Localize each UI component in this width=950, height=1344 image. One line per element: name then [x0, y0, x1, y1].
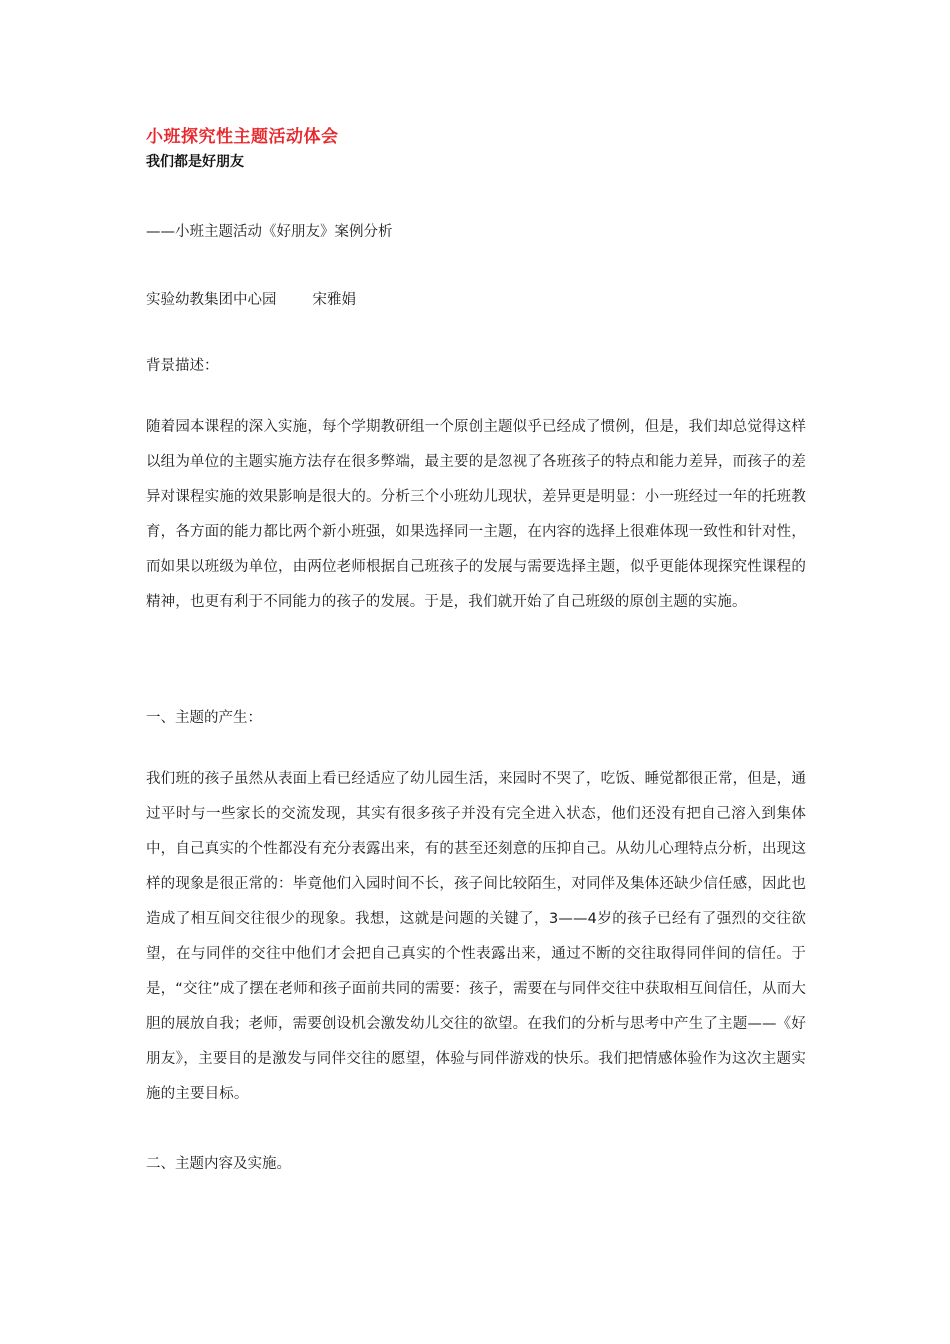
case-analysis-byline: ——小班主题活动《好朋友》案例分析	[146, 224, 393, 240]
background-heading: 背景描述：	[146, 358, 219, 374]
section-1-heading: 一、主题的产生：	[146, 710, 262, 726]
document-content	[146, 124, 806, 1174]
section-2-heading: 二、主题内容及实施。	[146, 1156, 291, 1172]
document-subtitle: 我们都是好朋友	[146, 154, 244, 170]
document-title: 小班探究性主题活动体会	[146, 127, 339, 147]
author-name: 宋雅娟	[312, 292, 356, 308]
background-paragraph: 随着园本课程的深入实施，每个学期教研组一个原创主题似乎已经成了惯例，但是，我们却总觉得这样以组为单位的主题实施方法存在很多弊端，最主要的是忽视了各班孩子的特点和能力差异，而孩子的差异对课程实施的效果影响是很大的。分析三个小班幼儿现状，差异更是明显：小一班经过一年的托班教育，各方面的能力都比两个新小班强，如果选择同一主题，在内容的选择上很难体现一致性和针对性，而如果以班级为单位，由两位老师根据自己班孩子的发展与需要选择主题，似乎更能体现探究性课程的精神，也更有利于不同能力的孩子的发展。于是，我们就开始了自己班级的原创主题的实施。	[146, 419, 806, 610]
author-organization: 实验幼教集团中心园	[146, 292, 277, 308]
author-line	[146, 290, 806, 310]
section-1-paragraph: 我们班的孩子虽然从表面上看已经适应了幼儿园生活，来园时不哭了，吃饭、睡觉都很正常，但是，通过平时与一些家长的交流发现，其实有很多孩子并没有完全进入状态，他们还没有把自己溶入到集体中，自己真实的个性都没有充分表露出来，有的甚至还刻意的压抑自己。从幼儿心理特点分析，出现这样的现象是很正常的：毕竟他们入园时间不长，孩子间比较陌生，对同伴及集体还缺少信任感，因此也造成了相互间交往很少的现象。我想，这就是问题的关键了，3——4岁的孩子已经有了强烈的交往欲望，在与同伴的交往中他们才会把自己真实的个性表露出来，通过不断的交往取得同伴间的信任。于是，“交往”成了摆在老师和孩子面前共同的需要：孩子，需要在与同伴交往中获取相互间信任，从而大胆的展放自我；老师，需要创设机会激发幼儿交往的欲望。在我们的分析与思考中产生了主题——《好朋友》，主要目的是激发与同伴交往的愿望，体验与同伴游戏的快乐。我们把情感体验作为这次主题实施的主要目标。	[146, 771, 806, 1102]
